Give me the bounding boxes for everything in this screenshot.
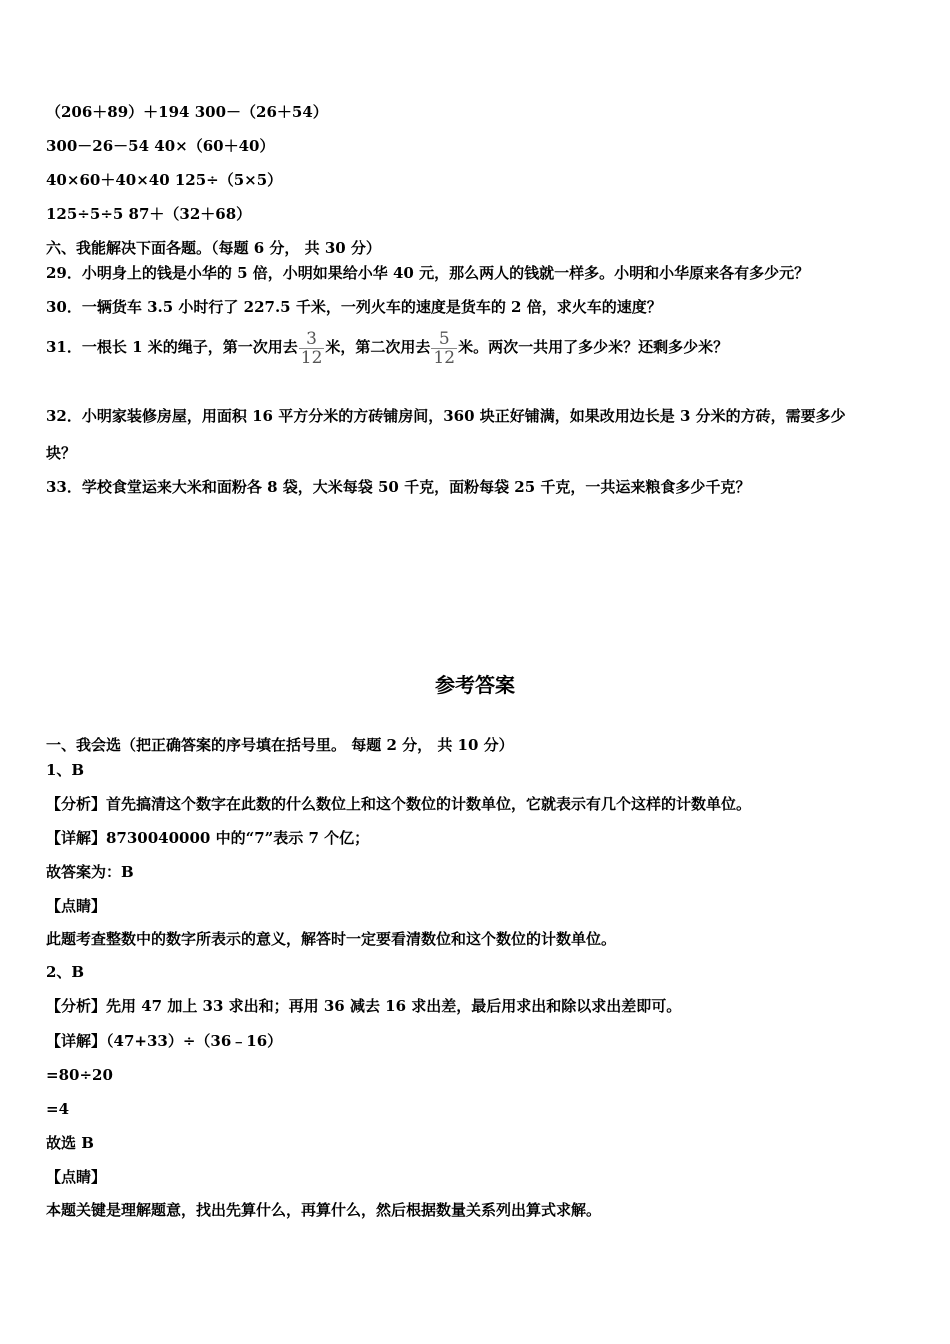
answer-1-comment: 此题考查整数中的数字所表示的意义，解答时一定要看清数位和这个数位的计数单位。 <box>46 930 617 948</box>
answer-1-detail: 【详解】8730040000 中的“7”表示 7 个亿； <box>46 829 370 847</box>
question-31 <box>46 327 728 367</box>
answer-1-result: 故答案为：B <box>46 863 134 881</box>
fraction-numerator: 3 <box>299 330 325 349</box>
answer-1-label: 1、B <box>46 761 85 779</box>
answer-2-label: 2、B <box>46 963 85 981</box>
answer-1-comment-label: 【点睛】 <box>46 897 107 915</box>
answer-2-result: 故选 B <box>46 1134 94 1152</box>
fraction-3-12 <box>299 330 325 367</box>
answer-1-analysis: 【分析】首先搞清这个数字在此数的什么数位上和这个数位的计数单位，它就表示有几个这样的计数单位。 <box>46 795 752 813</box>
question-32-line-2: 块？ <box>46 444 77 462</box>
answer-2-detail: 【详解】（47+33）÷（36﹣16） <box>46 1032 283 1050</box>
answer-title: 参考答案 <box>435 673 515 697</box>
answer-2-analysis: 【分析】先用 47 加上 33 求出和；再用 36 减去 16 求出差，最后用求出和除以求出差即可。 <box>46 997 682 1015</box>
fraction-numerator: 5 <box>431 330 457 349</box>
question-31-part1: 31．一根长 1 米的绳子，第一次用去 <box>46 338 298 356</box>
answer-2-comment-label: 【点睛】 <box>46 1168 107 1186</box>
section-six-heading: 六、我能解决下面各题。（每题 6 分， 共 30 分） <box>46 239 381 257</box>
question-31-part2: 米，第二次用去 <box>325 338 431 356</box>
fraction-denominator: 12 <box>300 347 323 368</box>
fraction-denominator: 12 <box>433 347 456 368</box>
answer-2-step-2: =4 <box>46 1100 70 1118</box>
expression-line-3: 40×60＋40×40 125÷（5×5） <box>46 171 283 189</box>
answer-2-comment: 本题关键是理解题意，找出先算什么，再算什么，然后根据数量关系列出算式求解。 <box>46 1201 602 1219</box>
question-31-part3: 米。两次一共用了多少米？还剩多少米？ <box>458 338 729 356</box>
answer-section-heading: 一、我会选（把正确答案的序号填在括号里。 每题 2 分， 共 10 分） <box>46 736 514 754</box>
expression-line-1: （206＋89）＋194 300－（26＋54） <box>46 103 328 121</box>
answer-2-step-1: =80÷20 <box>46 1066 113 1084</box>
question-30: 30．一辆货车 3.5 小时行了 227.5 千米，一列火车的速度是货车的 2 倍，求火车的速度？ <box>46 298 662 316</box>
question-32-line-1: 32．小明家装修房屋，用面积 16 平方分米的方砖铺房间，360 块正好铺满，如果改用边长是 3 分米的方砖，需要多少 <box>46 407 846 425</box>
expression-line-4: 125÷5÷5 87＋（32＋68） <box>46 205 252 223</box>
question-29: 29．小明身上的钱是小华的 5 倍，小明如果给小华 40 元，那么两人的钱就一样多。小明和小华原来各有多少元？ <box>46 264 810 282</box>
expression-line-2: 300－26－54 40×（60＋40） <box>46 137 275 155</box>
question-33: 33．学校食堂运来大米和面粉各 8 袋，大米每袋 50 千克，面粉每袋 25 千克，一共运来粮食多少千克？ <box>46 478 751 496</box>
fraction-5-12 <box>431 330 457 367</box>
